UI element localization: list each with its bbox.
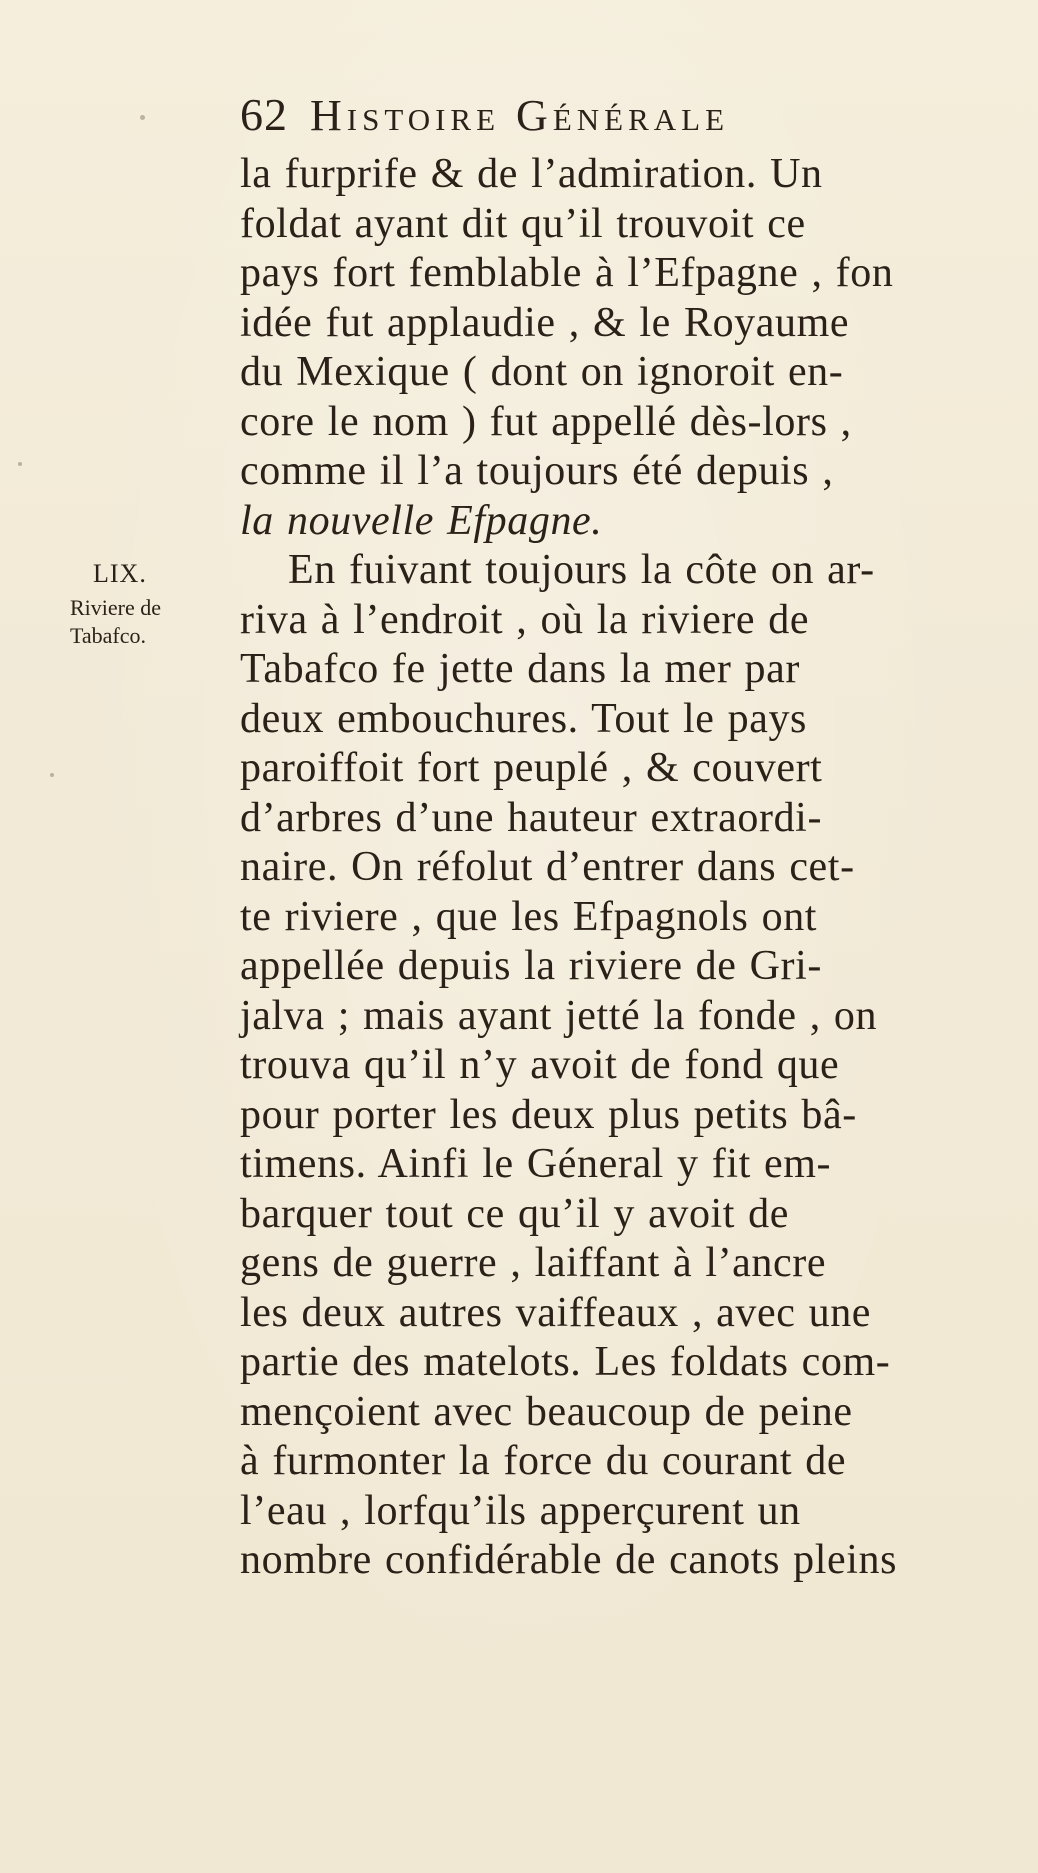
text-line: paroiffoit fort peuplé , & couvert (240, 745, 823, 791)
text-line: appellée depuis la riviere de Gri- (240, 943, 822, 989)
text-line: naire. On réfolut d’entrer dans cet- (240, 844, 855, 890)
text-line: timens. Ainfi le Géneral y fit em- (240, 1141, 832, 1187)
text-line: l’eau , lorfqu’ils apperçurent un (240, 1487, 801, 1534)
margin-note-title-line: Riviere de (70, 595, 162, 620)
text-line: mençoient avec beaucoup de peine (240, 1388, 853, 1435)
text-line: gens de guerre , laiffant à l’ancre (240, 1240, 827, 1286)
text-line: pour porter les deux plus petits bâ- (240, 1091, 857, 1138)
text-line: les deux autres vaiffeaux , avec une (240, 1289, 872, 1336)
paper-speck (18, 462, 22, 466)
paragraph-start-line: En fuivant toujours la côte on ar- (288, 547, 875, 593)
margin-note-number: LIX. (93, 559, 147, 588)
text-line: deux embouchures. Tout le pays (240, 695, 807, 742)
text-line: te riviere , que les Efpagnols ont (240, 893, 818, 940)
margin-note (30, 560, 240, 650)
text-line: trouva qu’il n’y avoit de fond que (240, 1042, 840, 1088)
text-line: core le nom ) fut appellé dès-lors , (240, 398, 852, 445)
text-line: partie des matelots. Les foldats com- (240, 1339, 891, 1385)
page-number: 62 (240, 89, 288, 140)
margin-note-title-line: Tabafco. (70, 623, 147, 648)
text-line: comme il l’a toujours été depuis , (240, 448, 834, 494)
text-line: barquer tout ce qu’il y avoit de (240, 1190, 790, 1237)
text-line: du Mexique ( dont on ignoroit en- (240, 349, 844, 395)
text-line-italic: la nouvelle Efpagne. (240, 497, 603, 544)
text-line: nombre confidérable de canots pleins (240, 1537, 898, 1583)
text-line: jalva ; mais ayant jetté la fonde , on (240, 992, 878, 1039)
paper-speck (140, 115, 145, 120)
text-line: idée fut applaudie , & le Royaume (240, 299, 850, 346)
text-line: pays fort femblable à l’Efpagne , fon (240, 250, 894, 296)
text-line: la furprife & de l’admiration. Un (240, 151, 823, 197)
text-line: foldat ayant dit qu’il trouvoit ce (240, 200, 806, 247)
body-text (240, 150, 970, 1586)
page-header (240, 88, 930, 148)
text-line: d’arbres d’une hauteur extraordi- (240, 794, 823, 841)
paper-speck (50, 773, 54, 777)
text-line: Tabafco fe jette dans la mer par (240, 646, 800, 692)
text-line: riva à l’endroit , où la riviere de (240, 596, 810, 643)
running-head: Histoire Générale (310, 91, 730, 140)
text-line: à furmonter la force du courant de (240, 1438, 847, 1484)
